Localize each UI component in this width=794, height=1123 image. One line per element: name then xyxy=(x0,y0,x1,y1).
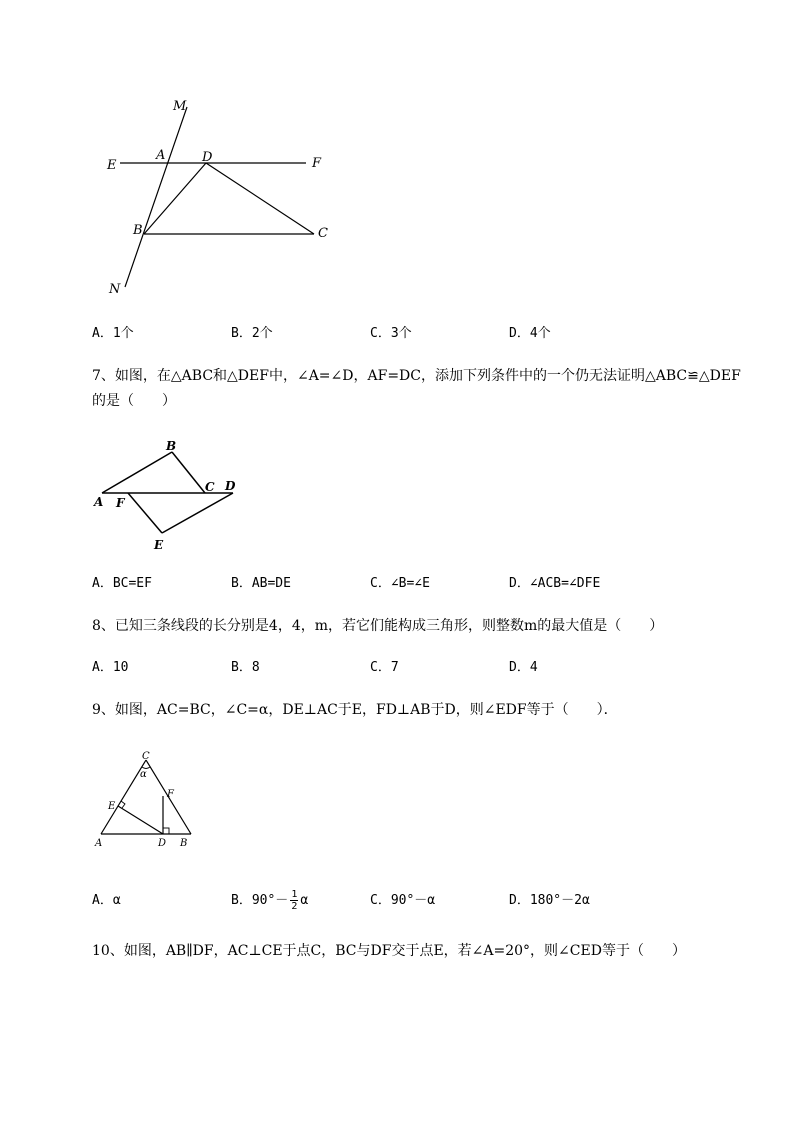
segment-dc xyxy=(206,163,314,234)
segment-bd xyxy=(144,163,206,234)
q8-option-d: D．4 xyxy=(509,660,538,675)
q7-question-line2: 的是（ ） xyxy=(92,393,176,409)
q6-option-c: C．3个 xyxy=(370,326,412,341)
q9-option-d: D．180°－2α xyxy=(509,893,590,908)
label-d: D xyxy=(225,479,236,493)
q10-question: 10、如图，AB∥DF，AC⊥CE于点C，BC与DF交于点E，若∠A=20°，则∠CED等于（ ） xyxy=(92,943,686,959)
label-f: F xyxy=(312,156,322,171)
label-b: B xyxy=(180,838,188,849)
label-e: E xyxy=(107,158,117,173)
q8-option-b: B．8 xyxy=(231,660,260,675)
label-n: N xyxy=(109,282,121,297)
q7-question-line1: 7、如图，在△ABC和△DEF中，∠A=∠D，AF=DC，添加下列条件中的一个仍无法证明△ABC≌△DEF xyxy=(92,368,741,384)
figure-q7 xyxy=(90,438,250,556)
line-mn xyxy=(125,107,187,287)
fraction-denominator: 2 xyxy=(291,901,298,912)
right-angle-mark-d xyxy=(163,828,169,834)
label-e: E xyxy=(108,801,116,812)
label-c: C xyxy=(318,226,328,241)
q8-option-c: C．7 xyxy=(370,660,399,675)
label-alpha: α xyxy=(140,769,147,780)
q7-option-a: A．BC=EF xyxy=(92,576,152,591)
segment-ed xyxy=(118,806,163,834)
q7-option-b: B．AB=DE xyxy=(231,576,291,591)
segment-ab xyxy=(102,452,172,493)
label-m: M xyxy=(173,99,187,114)
q9-question: 9、如图，AC=BC，∠C=α，DE⊥AC于E，FD⊥AB于D，则∠EDF等于（ ）． xyxy=(92,702,618,718)
q9-option-b-suffix: α xyxy=(300,893,309,908)
label-d: D xyxy=(202,150,213,165)
label-b: B xyxy=(133,223,143,238)
segment-de xyxy=(162,493,233,533)
label-e: E xyxy=(154,538,164,552)
q7-option-c: C．∠B=∠E xyxy=(370,576,430,591)
q6-option-d: D．4个 xyxy=(509,326,551,341)
segment-bc xyxy=(172,452,205,493)
figure-q6 xyxy=(100,95,340,300)
label-f: F xyxy=(116,496,125,510)
q9-option-a: A．α xyxy=(92,893,121,908)
figure-q9 xyxy=(90,748,205,852)
q9-option-c: C．90°－α xyxy=(370,893,436,908)
label-f: F xyxy=(167,789,174,800)
right-angle-mark-e xyxy=(121,801,125,808)
q6-option-a: A．1个 xyxy=(92,326,134,341)
q7-option-d: D．∠ACB=∠DFE xyxy=(509,576,601,591)
q9-option-b xyxy=(231,887,308,915)
label-c: C xyxy=(205,480,215,494)
fraction-one-half xyxy=(290,889,298,912)
fraction-numerator: 1 xyxy=(291,889,298,900)
label-a: A xyxy=(156,148,166,163)
q6-option-b: B．2个 xyxy=(231,326,273,341)
q8-option-a: A．10 xyxy=(92,660,129,675)
segment-ef xyxy=(128,493,162,533)
label-d: D xyxy=(158,838,167,849)
q8-question: 8、已知三条线段的长分别是4，4，m，若它们能构成三角形，则整数m的最大值是（ ） xyxy=(92,618,664,634)
label-a: A xyxy=(94,495,104,509)
label-b: B xyxy=(166,439,177,453)
label-c: C xyxy=(142,751,150,762)
label-a: A xyxy=(95,838,103,849)
q9-option-b-prefix: B．90°－ xyxy=(231,893,289,908)
